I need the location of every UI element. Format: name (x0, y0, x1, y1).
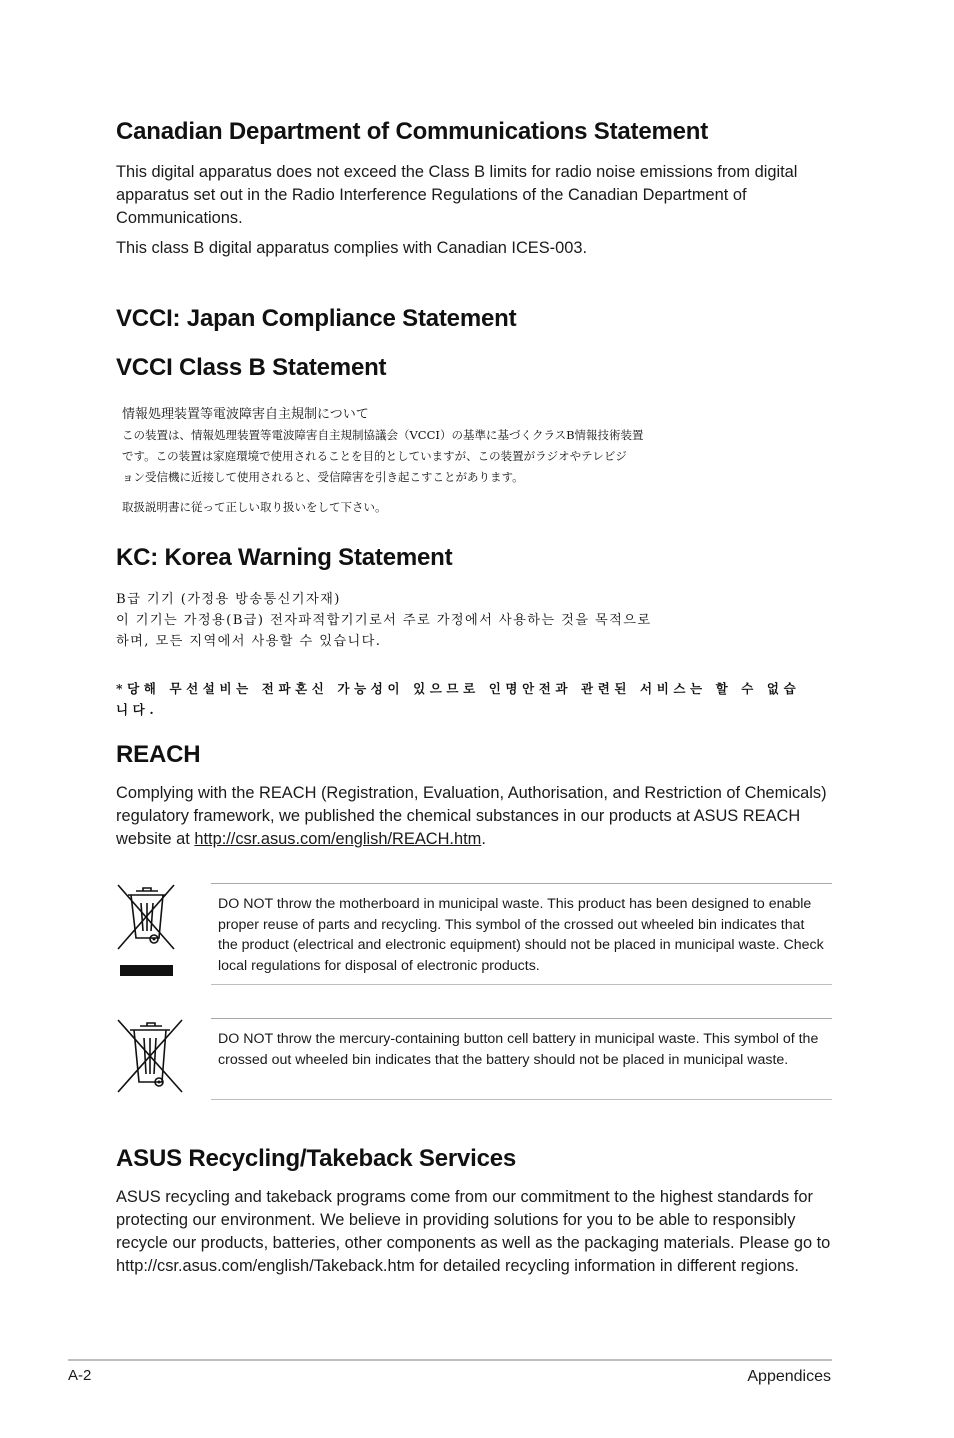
reach-paragraph-text: Complying with the REACH (Registration, Evaluation, Authorisation, and Restriction of Chemicals) regulatory framework, we published the chemical substances in our products at ASUS REACH website at (116, 784, 827, 848)
korea-kr-line-2: 이 기기는 가정용(B급) 전자파적합기기로서 주로 가정에서 사용하는 것을 목적으로 (116, 613, 652, 628)
vcci-jp-line-1: 情報処理装置等電波障害自主規制について (122, 407, 369, 422)
battery-disposal-text: DO NOT throw the mercury-containing button cell battery in municipal waste. This symbol of the crossed out wheeled bin indicates that the battery should not be placed in municipal waste. (218, 1031, 819, 1068)
vcci-jp-line-2: この装置は、情報処理装置等電波障害自主規制協議会（VCCI）の基準に基づくクラスB情報技術装置 (122, 428, 644, 442)
vcci-jp-line-4: ョン受信機に近接して使用されると、受信障害を引き起こすことがあります。 (122, 470, 524, 484)
reach-paragraph (116, 782, 832, 851)
canada-paragraph-2: This class B digital apparatus complies with Canadian ICES-003. (116, 239, 588, 257)
vcci-jp-line-5: 取扱説明書に従って正しい取り扱いをして下さい。 (122, 500, 387, 514)
footer-divider (68, 1359, 832, 1361)
vcci-heading: VCCI: Japan Compliance Statement (116, 305, 517, 332)
crossed-out-wheeled-bin-icon (116, 883, 178, 979)
korea-korean-statement (116, 589, 832, 720)
motherboard-disposal-text: DO NOT throw the motherboard in municipal waste. This product has been designed to enable proper reuse of parts and recycling. This symbol of the crossed out wheeled bin indicates that the product (electrical and electronic equipment) should not be placed in municipal waste. Check local regulations for disposal of electronic products. (218, 896, 824, 974)
battery-disposal-note-box (211, 1018, 832, 1100)
recycling-paragraph: ASUS recycling and takeback programs come from our commitment to the highest standards for protecting our environment. We believe in providing solutions for you to be able to responsibly recycle our products, batteries, other components as well as the packaging materials. Please go to http://csr.asus.com/english/Takeback.htm for detailed recycling information in different regions. (116, 1188, 831, 1275)
korea-kr-line-4: *당해 무선설비는 전파혼신 가능성이 있으므로 인명안전과 관련된 서비스는 할 수 없습 (116, 681, 801, 696)
vcci-class-b-heading: VCCI Class B Statement (116, 354, 387, 381)
footer-section-name: Appendices (747, 1368, 831, 1385)
battery-disposal-note (116, 1018, 832, 1100)
crossed-out-wheeled-bin-icon (116, 1018, 184, 1094)
korea-kr-line-3: 하며, 모든 지역에서 사용할 수 있습니다. (116, 634, 382, 649)
vcci-japanese-statement (122, 404, 832, 518)
motherboard-disposal-note (116, 883, 832, 987)
korea-kr-line-5: 니다. (116, 702, 159, 717)
vcci-jp-line-3: です。この装置は家庭環境で使用されることを目的としていますが、この装置がラジオやテレビジ (122, 449, 627, 463)
korea-heading: KC: Korea Warning Statement (116, 544, 453, 571)
reach-heading: REACH (116, 741, 201, 768)
canada-paragraph-1: This digital apparatus does not exceed the Class B limits for radio noise emissions from digital apparatus set out in the Radio Interference Regulations of the Canadian Department of Communications. (116, 163, 798, 227)
motherboard-disposal-note-box (211, 883, 832, 985)
reach-website-link[interactable]: http://csr.asus.com/english/REACH.htm (194, 830, 482, 848)
reach-paragraph-period: . (481, 830, 486, 848)
korea-kr-line-1: B급 기기 (가정용 방송통신기자재) (116, 592, 341, 607)
recycling-heading: ASUS Recycling/Takeback Services (116, 1145, 517, 1172)
footer-page-number: A-2 (68, 1367, 92, 1384)
canada-heading: Canadian Department of Communications Statement (116, 118, 709, 145)
